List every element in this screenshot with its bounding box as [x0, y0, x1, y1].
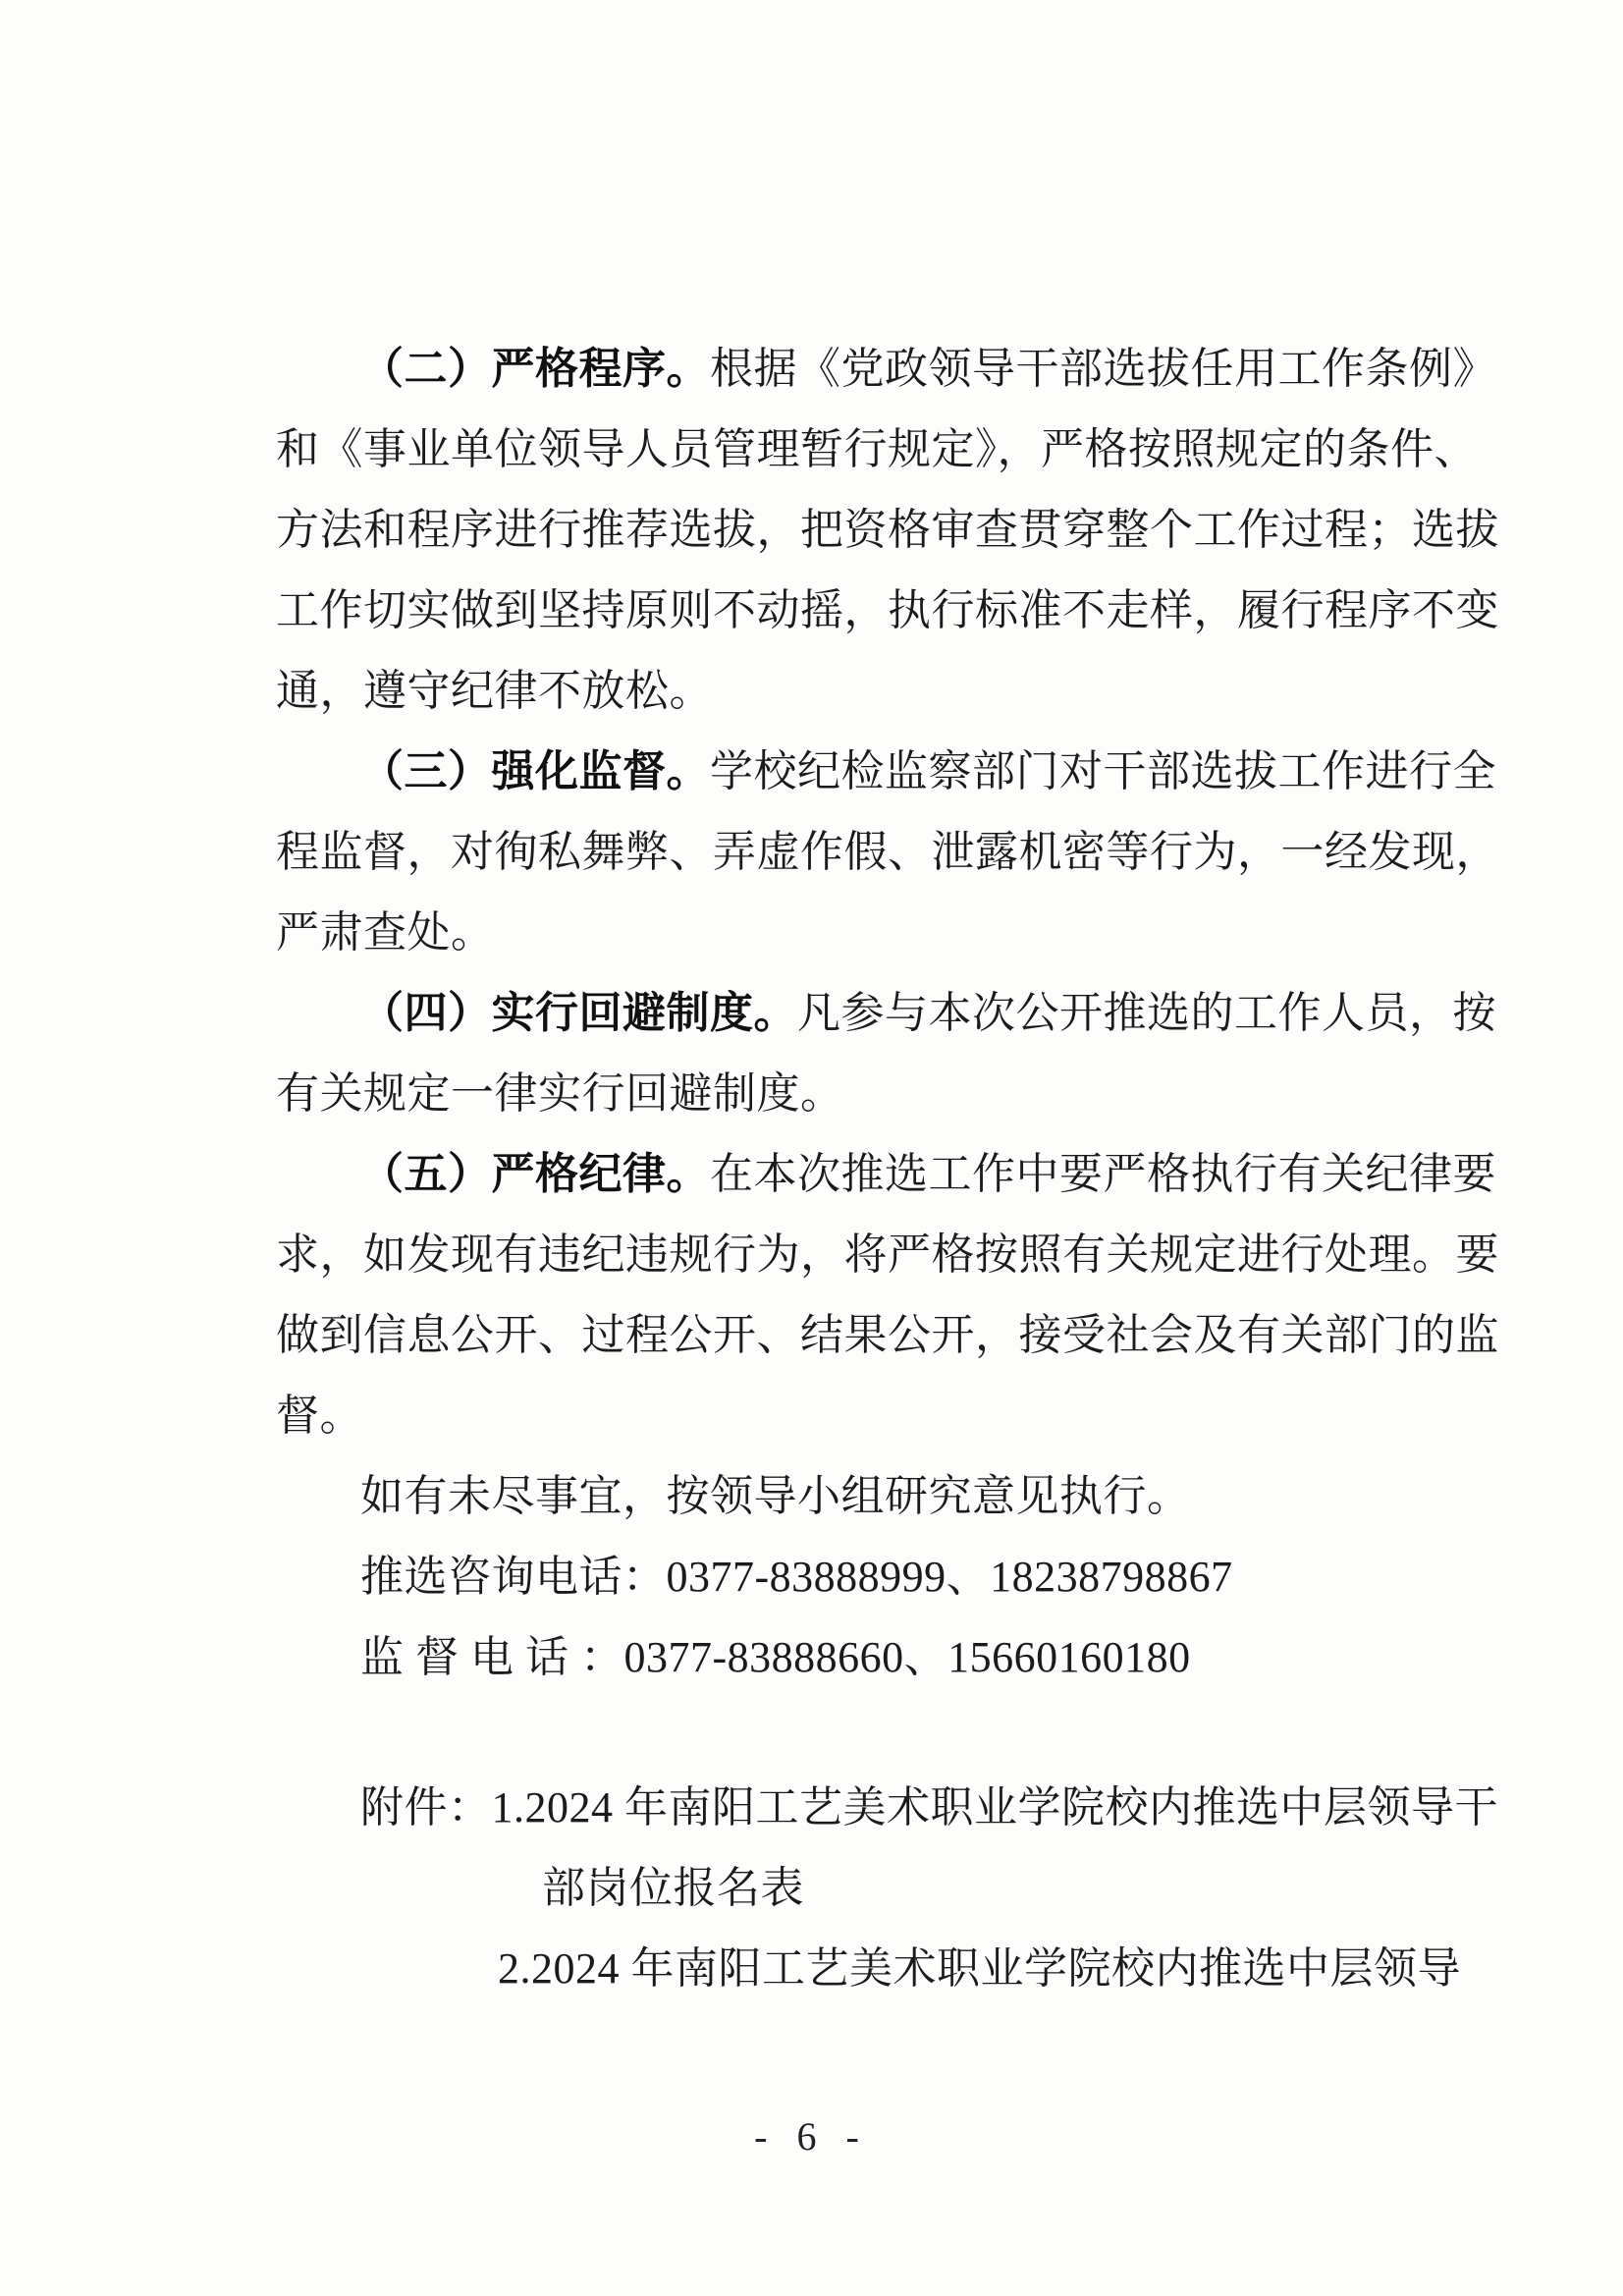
text-line [276, 907, 495, 958]
body-text: 和《事业单位领导人员管理暂行规定》，严格按照规定的条件、 [276, 425, 1478, 473]
body-text: 严肃查处。 [276, 908, 495, 957]
text-line [276, 1068, 844, 1120]
text-line [276, 505, 1499, 556]
body-text: 方法和程序进行推荐选拔，把资格审查贯穿整个工作过程；选拔 [276, 506, 1499, 554]
section-heading-text: （五）严格纪律。 [360, 1150, 710, 1198]
text-line [360, 1552, 1233, 1603]
text-line [276, 1310, 1499, 1361]
text-line [360, 344, 1496, 395]
text-line [276, 1391, 363, 1442]
body-text: 凡参与本次公开推选的工作人员，按 [797, 989, 1496, 1037]
body-text: 部岗位报名表 [542, 1864, 804, 1912]
body-text: 监 督 电 话 ：0377-83888660、15660160180 [360, 1633, 1191, 1681]
text-line [360, 988, 1496, 1039]
text-line [276, 666, 713, 717]
body-text: 求，如发现有违纪违规行为，将严格按照有关规定进行处理。要 [276, 1230, 1499, 1279]
body-text: 有关规定一律实行回避制度。 [276, 1069, 844, 1118]
body-text: 如有未尽事宜，按领导小组研究意见执行。 [360, 1472, 1191, 1520]
text-line [276, 585, 1499, 636]
body-text: 程监督，对徇私舞弊、弄虚作假、泄露机密等行为，一经发现， [276, 828, 1499, 876]
body-text: 工作切实做到坚持原则不动摇，执行标准不走样，履行程序不变 [276, 586, 1499, 634]
body-text: 通，遵守纪律不放松。 [276, 667, 713, 715]
body-text: 2.2024 年南阳工艺美术职业学院校内推选中层领导 [498, 1944, 1461, 1993]
section-heading-text: （三）强化监督。 [360, 747, 710, 795]
text-line [360, 746, 1496, 797]
section-heading-text: （四）实行回避制度。 [360, 989, 797, 1037]
body-text: 学校纪检监察部门对干部选拔工作进行全 [710, 747, 1496, 795]
text-line [276, 1230, 1499, 1281]
text-line [360, 1782, 1498, 1833]
text-line [498, 1943, 1461, 1995]
text-line [542, 1863, 804, 1914]
section-heading-text: （二）严格程序。 [360, 345, 710, 393]
body-text: 附件：1.2024 年南阳工艺美术职业学院校内推选中层领导干 [360, 1783, 1498, 1831]
text-line [360, 1471, 1191, 1522]
body-text: 推选咨询电话：0377-83888999、18238798867 [360, 1553, 1233, 1601]
text-line [276, 827, 1499, 878]
text-line [360, 1632, 1191, 1683]
text-line [360, 1149, 1496, 1200]
page-number: - 6 - [754, 2114, 869, 2159]
body-text: 督。 [276, 1392, 363, 1440]
text-line [276, 424, 1478, 475]
body-text: 根据《党政领导干部选拔任用工作条例》 [710, 345, 1496, 393]
body-text: 在本次推选工作中要严格执行有关纪律要 [710, 1150, 1496, 1198]
body-text: 做到信息公开、过程公开、结果公开，接受社会及有关部门的监 [276, 1311, 1499, 1359]
